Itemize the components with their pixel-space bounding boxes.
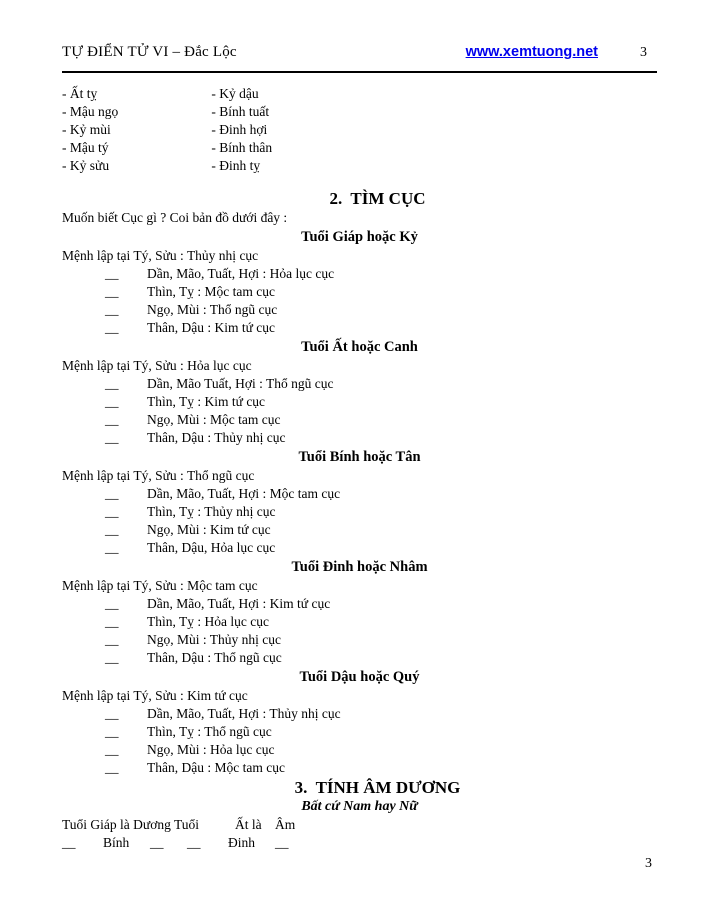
ditto-mark: __ xyxy=(105,266,119,281)
amduong-row xyxy=(62,816,657,834)
group-row-text: Thìn, Tỵ : Mộc tam cục xyxy=(147,284,275,299)
ditto-mark: __ xyxy=(105,632,119,647)
group-row-text: Dần, Mão, Tuất, Hợi : Kim tứ cục xyxy=(147,596,331,611)
book-title: TỰ ĐIỂN TỬ VI – Đắc Lộc xyxy=(62,44,237,60)
stem-right: - Bính thân xyxy=(211,140,273,155)
group-row xyxy=(62,723,657,741)
group-row xyxy=(62,265,657,283)
ditto-mark: __ xyxy=(105,376,119,391)
group-lead: Mệnh lập tại Tý, Sửu : Thổ ngũ cục xyxy=(62,468,255,483)
stem-row xyxy=(62,121,657,139)
ditto-mark: __ xyxy=(105,302,119,317)
amduong-cell: __ xyxy=(62,835,76,850)
amduong-cell: __ xyxy=(187,835,201,850)
group-row xyxy=(62,705,657,723)
header-divider xyxy=(62,71,657,73)
ditto-mark: __ xyxy=(105,540,119,555)
ditto-mark: __ xyxy=(105,522,119,537)
cuc-group xyxy=(62,337,657,447)
stem-right: - Kỷ dậu xyxy=(211,86,259,101)
group-row xyxy=(62,301,657,319)
cuc-group xyxy=(62,557,657,667)
group-row-text: Dần, Mão, Tuất, Hợi : Hỏa lục cục xyxy=(147,266,335,281)
section-3-heading: 3. TÍNH ÂM DƯƠNG xyxy=(294,778,461,797)
ditto-mark: __ xyxy=(105,320,119,335)
ditto-mark: __ xyxy=(105,760,119,775)
ditto-mark: __ xyxy=(105,742,119,757)
ditto-mark: __ xyxy=(105,412,119,427)
stem-right: - Bính tuất xyxy=(211,104,270,119)
group-row xyxy=(62,521,657,539)
stem-right: - Đinh tỵ xyxy=(211,158,261,173)
stem-left: - Ất tỵ xyxy=(62,86,98,101)
group-row-text: Ngọ, Mùi : Hỏa lục cục xyxy=(147,742,275,757)
cuc-group xyxy=(62,667,657,777)
section-2-intro: Muốn biết Cục gì ? Coi bản đồ dưới đây : xyxy=(62,210,288,225)
group-title: Tuổi Ất hoặc Canh xyxy=(301,339,418,355)
group-title: Tuổi Bính hoặc Tân xyxy=(298,449,421,465)
group-row xyxy=(62,485,657,503)
group-row xyxy=(62,411,657,429)
group-row xyxy=(62,393,657,411)
group-row-text: Ngọ, Mùi : Mộc tam cục xyxy=(147,412,281,427)
group-row-text: Thân, Dậu : Thủy nhị cục xyxy=(147,430,286,445)
amduong-row xyxy=(62,834,657,852)
group-row-text: Dần, Mão, Tuất, Hợi : Mộc tam cục xyxy=(147,486,341,501)
group-lead: Mệnh lập tại Tý, Sửu : Kim tứ cục xyxy=(62,688,248,703)
stem-left: - Kỷ mùi xyxy=(62,122,111,137)
group-row-text: Thân, Dậu : Mộc tam cục xyxy=(147,760,285,775)
cuc-group xyxy=(62,447,657,557)
stem-list xyxy=(62,85,657,175)
group-title: Tuổi Đinh hoặc Nhâm xyxy=(291,559,428,575)
group-row xyxy=(62,741,657,759)
stem-left: - Kỷ sửu xyxy=(62,158,110,173)
ditto-mark: __ xyxy=(105,614,119,629)
group-row-text: Ngọ, Mùi : Thổ ngũ cục xyxy=(147,302,278,317)
group-row-text: Dần, Mão Tuất, Hợi : Thổ ngũ cục xyxy=(147,376,334,391)
group-row xyxy=(62,759,657,777)
group-row-text: Thìn, Tỵ : Kim tứ cục xyxy=(147,394,266,409)
group-row-text: Thìn, Tỵ : Thủy nhị cục xyxy=(147,504,276,519)
stem-row xyxy=(62,103,657,121)
amduong-cell: Bính xyxy=(103,835,130,850)
group-row-text: Thân, Dậu : Thổ ngũ cục xyxy=(147,650,282,665)
group-lead: Mệnh lập tại Tý, Sửu : Thủy nhị cục xyxy=(62,248,259,263)
amduong-cell: Ất là xyxy=(235,817,262,832)
stem-row xyxy=(62,139,657,157)
ditto-mark: __ xyxy=(105,650,119,665)
website-link[interactable]: www.xemtuong.net xyxy=(465,44,598,60)
stem-right: - Đinh hợi xyxy=(211,122,268,137)
section-3-subtitle: Bất cứ Nam hay Nữ xyxy=(301,799,418,814)
amduong-cell: Đinh xyxy=(228,835,255,850)
ditto-mark: __ xyxy=(105,394,119,409)
amduong-cell: Tuổi Giáp là Dương Tuổi xyxy=(62,817,199,832)
section-2-heading: 2. TÌM CỤC xyxy=(329,189,426,208)
group-row xyxy=(62,595,657,613)
amduong-cell: __ xyxy=(275,835,289,850)
group-row xyxy=(62,375,657,393)
group-row xyxy=(62,613,657,631)
stem-row xyxy=(62,157,657,175)
group-row-text: Thìn, Tỵ : Hỏa lục cục xyxy=(147,614,269,629)
group-row xyxy=(62,631,657,649)
group-row-text: Ngọ, Mùi : Thủy nhị cục xyxy=(147,632,281,647)
header-page-number: 3 xyxy=(640,45,647,60)
cuc-group xyxy=(62,227,657,337)
ditto-mark: __ xyxy=(105,724,119,739)
group-row-text: Thân, Dậu, Hỏa lục cục xyxy=(147,540,276,555)
ditto-mark: __ xyxy=(105,706,119,721)
ditto-mark: __ xyxy=(105,596,119,611)
group-row-text: Thân, Dậu : Kim tứ cục xyxy=(147,320,276,335)
group-lead: Mệnh lập tại Tý, Sửu : Hỏa lục cục xyxy=(62,358,252,373)
group-row xyxy=(62,283,657,301)
ditto-mark: __ xyxy=(105,430,119,445)
group-row-text: Thìn, Tỵ : Thổ ngũ cục xyxy=(147,724,272,739)
group-row xyxy=(62,539,657,557)
group-title: Tuổi Dậu hoặc Quý xyxy=(299,669,420,685)
stem-left: - Mậu ngọ xyxy=(62,104,119,119)
footer-page-number: 3 xyxy=(645,856,652,871)
group-row xyxy=(62,649,657,667)
stem-row xyxy=(62,85,657,103)
group-row xyxy=(62,319,657,337)
ditto-mark: __ xyxy=(105,284,119,299)
group-row xyxy=(62,429,657,447)
ditto-mark: __ xyxy=(105,504,119,519)
group-title: Tuổi Giáp hoặc Kỷ xyxy=(301,229,418,245)
amduong-cell: __ xyxy=(150,835,164,850)
group-lead: Mệnh lập tại Tý, Sửu : Mộc tam cục xyxy=(62,578,258,593)
group-row-text: Ngọ, Mùi : Kim tứ cục xyxy=(147,522,271,537)
ditto-mark: __ xyxy=(105,486,119,501)
page-header xyxy=(62,42,657,62)
group-row xyxy=(62,503,657,521)
group-row-text: Dần, Mão, Tuất, Hợi : Thủy nhị cục xyxy=(147,706,341,721)
stem-left: - Mậu tý xyxy=(62,140,109,155)
amduong-cell: Âm xyxy=(275,817,296,832)
